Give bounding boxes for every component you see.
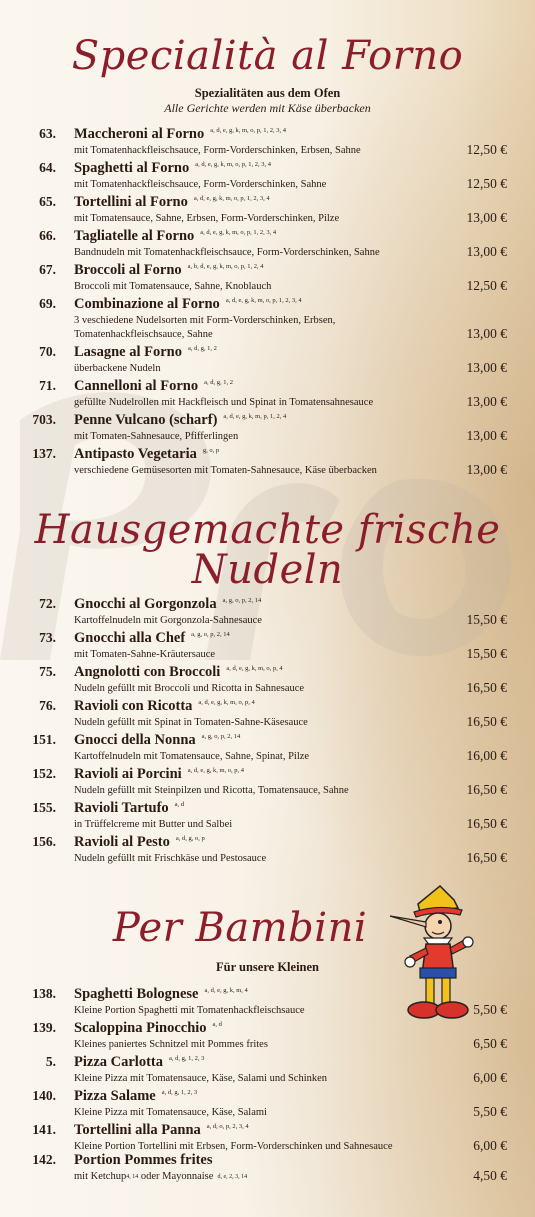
item-name: Maccheroni al Forno $^{a, d, e, g, k, m, o, p, 1, 2, 3, 4}$	[74, 126, 287, 142]
item-allergens: a, d	[212, 1021, 222, 1028]
item-number: 703.	[32, 412, 56, 427]
item-description: mit Tomaten-Sahne-Kräutersauce	[74, 649, 216, 660]
item-price: 6,50 €	[473, 1036, 507, 1051]
item-number: 137.	[32, 446, 56, 461]
item-price: 12,50 €	[466, 278, 507, 293]
nudeln-section-header	[0, 507, 535, 593]
item-price: 16,50 €	[466, 816, 507, 831]
item-name: Lasagne al Forno $^{a, d, g, 1, 2}$	[74, 344, 217, 360]
item-description: mit Tomatenhackfleischsauce, Form-Vorderschinken, Erbsen, Sahne	[74, 145, 361, 156]
item-number: 63.	[39, 126, 56, 141]
item-description: Bandnudeln mit Tomatenhackfleischsauce, Form-Vorderschinken, Sahne	[74, 247, 380, 258]
forno-title: Specialità al Forno	[71, 33, 464, 79]
item-allergens: a, d, g, 1, 2, 3	[168, 1055, 205, 1062]
bambini-section-header	[0, 905, 380, 951]
item-allergens: a, d, g, 1, 2	[204, 379, 233, 386]
item-allergens: a, d, e, g, k, m, o, p, 1, 2, 3, 4	[195, 161, 272, 168]
item-price: 12,50 €	[466, 142, 507, 157]
item-description: Kartoffelnudeln mit Tomatensauce, Sahne, Spinat, Pilze	[74, 751, 310, 762]
item-number: 76.	[39, 698, 56, 713]
item-description: gefüllte Nudelrollen mit Hackfleisch und Spinat in Tomatensahnesauce	[74, 397, 374, 408]
item-number: 72.	[39, 596, 56, 611]
item-allergens: a, d, e, g, k, m, p, 1, 2, 4	[223, 413, 287, 420]
item-number: 69.	[39, 296, 56, 311]
item-description: mit Ketchup$^{4, 14}$ oder Mayonnaise $^{d, e, 2, 3, 14}$	[74, 1171, 248, 1182]
item-name: Ravioli al Pesto $^{a, d, g, o, p}$	[74, 834, 205, 850]
item-number: 152.	[32, 766, 56, 781]
item-name: Ravioli Tartufo $^{a, d}$	[74, 800, 185, 816]
item-name: Ravioli con Ricotta $^{a, d, e, g, k, m, o, p, 4}$	[74, 698, 255, 714]
item-allergens: a, d, e, g, k, m, o, p, 4	[198, 699, 255, 706]
item-price: 12,50 €	[466, 176, 507, 191]
item-price: 13,00 €	[466, 428, 507, 443]
item-allergens: a, d, g, 1, 2	[187, 345, 217, 352]
item-description: mit Tomatensauce, Sahne, Erbsen, Form-Vorderschinken, Pilze	[74, 213, 340, 224]
item-price: 15,50 €	[466, 646, 507, 661]
item-price: 13,00 €	[466, 326, 507, 341]
item-name: Gnocchi alla Chef $^{a, g, o, p, 2, 14}$	[74, 630, 230, 646]
bambini-title: Per Bambini	[112, 905, 368, 951]
item-allergens: a, d, g, 1, 2, 3	[161, 1089, 198, 1096]
item-price: 16,00 €	[466, 748, 507, 763]
item-allergens: a, g, o, p, 2, 14	[201, 733, 241, 740]
item-number: 5.	[45, 1054, 56, 1069]
item-price: 16,50 €	[466, 782, 507, 797]
item-number: 67.	[39, 262, 56, 277]
item-allergens: a, d	[174, 801, 185, 808]
item-name: Combinazione al Forno $^{a, d, e, g, k, m, o, p, 1, 2, 3, 4}$	[74, 296, 302, 312]
item-number: 64.	[39, 160, 56, 175]
item-name: Tagliatelle al Forno $^{a, d, e, g, k, m, o, p, 1, 2, 3, 4}$	[74, 228, 277, 244]
item-number: 66.	[39, 228, 56, 243]
item-allergens: a, b, d, e, g, k, m, o, p, 1, 2, 4	[187, 263, 264, 270]
item-price: 5,50 €	[473, 1104, 507, 1119]
forno-note: Alle Gerichte werden mit Käse überbacken	[164, 101, 371, 115]
item-description: Kleine Pizza mit Tomatensauce, Käse, Salami und Schinken	[74, 1073, 328, 1084]
bambini-subtitle: Für unsere Kleinen	[215, 960, 319, 974]
item-number: 142.	[32, 1152, 56, 1167]
item-name: Tortellini alla Panna $^{a, d, o, p, 2, 3, 4}$	[74, 1122, 249, 1138]
item-description: Kleine Portion Tortellini mit Erbsen, Form-Vorderschinken und Sahnesauce	[74, 1141, 393, 1152]
item-allergens: a, d, g, o, p	[175, 835, 205, 842]
item-price: 16,50 €	[466, 680, 507, 695]
item-name: Gnocci della Nonna $^{a, g, o, p, 2, 14}$	[74, 732, 241, 748]
item-number: 155.	[32, 800, 56, 815]
item-number: 141.	[32, 1122, 56, 1137]
item-allergens: a, d, e, g, k, m, 4	[204, 987, 248, 994]
item-number: 70.	[39, 344, 56, 359]
item-number: 65.	[39, 194, 56, 209]
item-description: Tomatenhackfleischsauce, Sahne	[74, 329, 213, 340]
item-description: Kleine Portion Spaghetti mit Tomatenhackfleischsauce	[74, 1005, 305, 1016]
item-description: Broccoli mit Tomatensauce, Sahne, Knoblauch	[74, 281, 272, 292]
item-number: 71.	[39, 378, 56, 393]
item-name: Broccoli al Forno $^{a, b, d, e, g, k, m, o, p, 1, 2, 4}$	[74, 262, 264, 278]
item-price: 6,00 €	[473, 1138, 507, 1153]
item-price: 13,00 €	[466, 244, 507, 259]
item-name: Portion Pommes frites	[74, 1152, 213, 1168]
item-price: 16,50 €	[466, 850, 507, 865]
item-name: Scaloppina Pinocchio $^{a, d}$	[74, 1020, 222, 1036]
item-allergens: a, d, o, p, 2, 3, 4	[206, 1123, 249, 1130]
item-allergens: a, g, o, p, 2, 14	[191, 631, 230, 638]
item-description: überbackene Nudeln	[74, 363, 161, 374]
item-name: Angnolotti con Broccoli $^{a, d, e, g, k, m, o, p, 4}$	[74, 664, 283, 680]
item-name: Penne Vulcano (scharf) $^{a, d, e, g, k, m, p, 1, 2, 4}$	[74, 412, 287, 428]
item-price: 5,50 €	[473, 1002, 507, 1017]
item-allergens: a, d, e, g, k, m, o, p, 1, 2, 3, 4	[193, 195, 270, 202]
item-price: 4,50 €	[473, 1168, 507, 1183]
item-price: 13,00 €	[466, 394, 507, 409]
item-name: Cannelloni al Forno $^{a, d, g, 1, 2}$	[74, 378, 233, 394]
item-name: Pizza Salame $^{a, d, g, 1, 2, 3}$	[74, 1088, 198, 1104]
item-name: Ravioli ai Porcini $^{a, d, e, g, k, m, o, p, 4}$	[74, 766, 245, 782]
item-number: 138.	[32, 986, 56, 1001]
item-description: in Trüffelcreme mit Butter und Salbei	[74, 819, 233, 830]
item-description: Nudeln gefüllt mit Steinpilzen und Ricotta, Tomatensauce, Sahne	[74, 785, 349, 796]
item-allergens: a, d, e, g, k, m, o, p, 1, 2, 3, 4	[200, 229, 277, 236]
item-description: Kleines paniertes Schnitzel mit Pommes frites	[74, 1039, 268, 1050]
item-description: Nudeln gefüllt mit Frischkäse und Pestosauce	[74, 853, 267, 864]
item-price: 15,50 €	[466, 612, 507, 627]
item-name: Spaghetti al Forno $^{a, d, e, g, k, m, o, p, 1, 2, 3, 4}$	[74, 160, 272, 176]
pinocchio-illustration-icon	[380, 882, 490, 1022]
item-allergens: a, d, e, g, k, m, o, p, 4	[226, 665, 283, 672]
item-allergens: g, o, p	[202, 447, 220, 454]
item-number: 75.	[39, 664, 56, 679]
item-description: Nudeln gefüllt mit Spinat in Tomaten-Sahne-Käsesauce	[74, 717, 308, 728]
item-name: Gnocchi al Gorgonzola $^{a, g, o, p, 2, 14}$	[74, 596, 262, 612]
item-name: Pizza Carlotta $^{a, d, g, 1, 2, 3}$	[74, 1054, 205, 1070]
item-price: 16,50 €	[466, 714, 507, 729]
forno-section-header	[0, 33, 535, 116]
item-description: mit Tomaten-Sahnesauce, Pfifferlingen	[74, 431, 239, 442]
item-number: 73.	[39, 630, 56, 645]
item-name: Tortellini al Forno $^{a, d, e, g, k, m, o, p, 1, 2, 3, 4}$	[74, 194, 270, 210]
item-allergens: a, d, e, g, k, m, o, p, 1, 2, 3, 4	[225, 297, 302, 304]
item-number: 140.	[32, 1088, 56, 1103]
nudeln-title: Hausgemachte frische Nudeln	[34, 507, 501, 593]
item-description: 3 veschiedene Nudelsorten mit Form-Vorderschinken, Erbsen,	[74, 315, 336, 326]
item-allergens: a, d, e, g, k, m, o, p, 4	[187, 767, 245, 774]
item-price: 13,00 €	[466, 210, 507, 225]
item-allergens: a, d, e, g, k, m, o, p, 1, 2, 3, 4	[210, 127, 287, 134]
item-allergens: a, g, o, p, 2, 14	[222, 597, 262, 604]
forno-subtitle: Spezialitäten aus dem Ofen	[194, 86, 341, 100]
item-number: 151.	[32, 732, 56, 747]
item-name: Antipasto Vegetaria $^{g, o, p}$	[74, 446, 220, 462]
item-description: verschiedene Gemüsesorten mit Tomaten-Sahnesauce, Käse überbacken	[74, 465, 377, 476]
item-description: Nudeln gefüllt mit Broccoli und Ricotta in Sahnesauce	[74, 683, 305, 694]
item-number: 139.	[32, 1020, 56, 1035]
item-price: 6,00 €	[473, 1070, 507, 1085]
item-name: Spaghetti Bolognese $^{a, d, e, g, k, m, 4}$	[74, 986, 248, 1002]
item-price: 13,00 €	[466, 360, 507, 375]
item-description: Kleine Pizza mit Tomatensauce, Käse, Salami	[74, 1107, 267, 1118]
item-price: 13,00 €	[466, 462, 507, 477]
item-number: 156.	[32, 834, 56, 849]
item-description: mit Tomatenhackfleischsauce, Form-Vorderschinken, Sahne	[74, 179, 327, 190]
item-description: Kartoffelnudeln mit Gorgonzola-Sahnesauce	[74, 615, 262, 626]
